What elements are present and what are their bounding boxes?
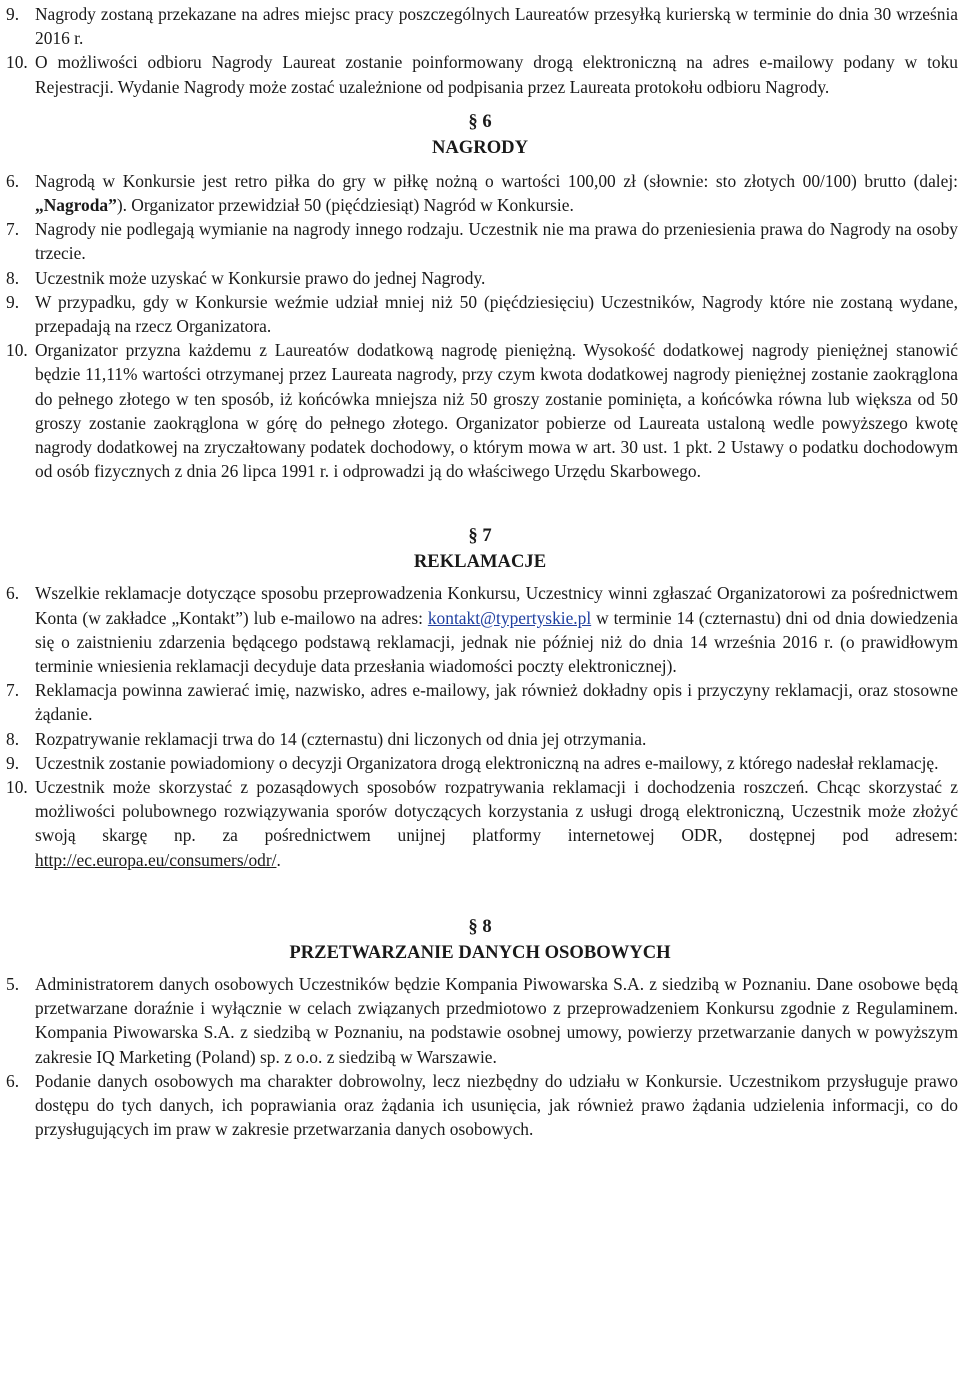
item-text-part: ). Organizator przewidział 50 (pięćdziesiąt) Nagród w Konkursie. xyxy=(116,195,574,216)
item-number: 6. xyxy=(6,170,20,191)
defined-term: „Nagroda” xyxy=(35,195,117,216)
item-text: O możliwości odbioru Nagrody Laureat zostanie poinformowany drogą elektroniczną na adres e-mailowy podany w toku Rejestracji. Wydanie Nagrody może zostać uzależnione od podpisania przez Laureata protokołu odbioru Nagrody. xyxy=(35,52,958,97)
section-title: NAGRODY xyxy=(431,136,529,158)
item-text: Uczestnik może uzyskać w Konkursie prawo do jednej Nagrody. xyxy=(35,267,486,288)
item-text: Podanie danych osobowych ma charakter dobrowolny, lecz niezbędny do udziału w Konkursie. Uczestnikom przysługuje prawo dostępu do tych danych, ich poprawiania oraz żądania ich usunięcia, jak również prawo żądania udzielenia informacji, co do przysługujących im praw w zakresie przetwarzania danych osobowych. xyxy=(35,1070,958,1140)
item-text: W przypadku, gdy w Konkursie weźmie udział mniej niż 50 (pięćdziesięciu) Uczestników, Nagrody które nie zostaną wydane, przepadają na rzecz Organizatora. xyxy=(35,291,958,337)
item-number: 9. xyxy=(6,291,20,312)
list-item xyxy=(0,266,960,290)
item-number: 10. xyxy=(6,340,28,361)
list-item xyxy=(0,581,960,678)
item-number: 10. xyxy=(6,52,28,73)
list-item xyxy=(0,972,960,1069)
list-item xyxy=(0,727,960,751)
list-item xyxy=(0,338,960,483)
odr-url-link[interactable]: http://ec.europa.eu/consumers/odr/ xyxy=(35,849,277,870)
item-text xyxy=(35,169,960,217)
list-item xyxy=(0,775,960,872)
item-text-part: Nagrodą w Konkursie jest retro piłka do gry w piłkę nożną o wartości 100,00 zł (słownie: sto złotych 00/100) brutto (dalej: xyxy=(35,170,958,191)
section-heading-7 xyxy=(0,523,960,575)
item-number: 6. xyxy=(6,583,20,604)
item-number: 5. xyxy=(6,973,20,994)
item-text-part: Wszelkie reklamacje dotyczące sposobu przeprowadzenia Konkursu, Uczestnicy winni zgłaszać Organizatorowi za pośrednictwem Konta (w zakładce „Kontakt”) lub e-mailowo na adres: xyxy=(35,583,958,628)
item-number: 9. xyxy=(6,4,20,24)
item-text: Organizator przyzna każdemu z Laureatów dodatkową nagrodę pieniężną. Wysokość dodatkowej nagrody pieniężnej stanowić będzie 11,11% wartości otrzymanej przez Laureata nagrody, przy czym kwota dodatkowej nagrody pieniężnej zostanie zaokrąglona do pełnego złotego w ten sposób, iż końcówka mniejsza niż 50 groszy zostanie pominięta, a końcówka równa lub większa od 50 groszy zostanie zaokrąglona w górę do pełnego złotego. Organizator pobierze od Laureata ustaloną wedle powyższego kwotę nagrody dodatkowej na zryczałtowany podatek dochodowy, o którym mowa w art. 30 ust. 1 pkt. 2 Ustawy o podatku dochodowym od osób fizycznych z dnia 26 lipca 1991 r. i odprowadzi ją do właściwego Urzędu Skarbowego. xyxy=(35,340,958,482)
list-item xyxy=(0,678,960,726)
item-text: Rozpatrywanie reklamacji trwa do 14 (czternastu) dni liczonych od dnia jej otrzymania. xyxy=(35,728,647,749)
item-text: Uczestnik zostanie powiadomiony o decyzji Organizatora drogą elektroniczną na adres e-mailowy, z którego nadesłał reklamację. xyxy=(35,752,939,773)
item-number: 6. xyxy=(6,1070,20,1091)
item-text xyxy=(35,775,960,872)
section-title: PRZETWARZANIE DANYCH OSOBOWYCH xyxy=(289,941,671,963)
item-text: Administratorem danych osobowych Uczestników będzie Kompania Piwowarska S.A. z siedzibą w Poznaniu. Dane osobowe będą przetwarzane doraźnie i wyłącznie w celach związanych przedmiotowo z przeprowadzeniem Konkursu zgodnie z Regulaminem. Kompania Piwowarska S.A. z siedzibą w Poznaniu, na podstawie osobnej umowy, powierzy przetwarzanie danych w powyższym zakresie IQ Marketing (Poland) sp. z o.o. z siedzibą w Warszawie. xyxy=(35,973,958,1067)
section-title: REKLAMACJE xyxy=(413,551,547,573)
list-item xyxy=(0,217,960,265)
list-item xyxy=(0,1069,960,1142)
item-number: 7. xyxy=(6,219,20,240)
item-text-part: w terminie 14 (czternastu) dni od dnia dowiedzenia się o zaistnieniu zdarzenia będącego podstawą reklamacji, jednak nie później niż do dnia 14 września 2016 r. (o prawidłowym terminie wniesienia reklamacji decyduje data przesłania wiadomości poczty elektronicznej). xyxy=(35,607,958,677)
section-number: § 7 xyxy=(468,525,492,547)
section-heading-6 xyxy=(0,109,960,161)
list-item xyxy=(0,50,960,98)
item-text: Nagrody zostaną przekazane na adres miejsc pracy poszczególnych Laureatów przesyłką kurierską w terminie do dnia 30 września 2016 r. xyxy=(35,4,958,49)
section-heading-8 xyxy=(0,914,960,966)
section-number: § 8 xyxy=(468,915,492,937)
item-text xyxy=(35,581,960,678)
item-number: 9. xyxy=(6,752,20,773)
list-item xyxy=(0,751,960,775)
item-number: 8. xyxy=(6,728,20,749)
item-number: 7. xyxy=(6,680,20,701)
item-number: 10. xyxy=(6,777,28,798)
item-text: Reklamacja powinna zawierać imię, nazwisko, adres e-mailowy, jak również dokładny opis i przyczyny reklamacji, oraz stosowne żądanie. xyxy=(35,680,958,725)
list-item xyxy=(0,290,960,338)
list-item xyxy=(0,169,960,217)
item-text: Nagrody nie podlegają wymianie na nagrody innego rodzaju. Uczestnik nie ma prawa do przeniesienia prawa do Nagrody na osoby trzecie. xyxy=(35,219,958,264)
section-number: § 6 xyxy=(468,110,492,132)
list-item xyxy=(0,2,960,50)
item-text-part: Uczestnik może skorzystać z pozasądowych sposobów rozpatrywania reklamacji i dochodzenia roszczeń. Chcąc skorzystać z możliwości polubownego rozwiązywania sporów dotyczących korzystania z usługi drogą elektroniczną, Uczestnik może złożyć swoją skargę np. za pośrednictwem unijnej platformy internetowej ODR, dostępnej pod adresem: xyxy=(35,777,958,846)
item-text-part: . xyxy=(276,849,281,870)
email-link[interactable]: kontakt@typertyskie.pl xyxy=(427,607,592,628)
item-number: 8. xyxy=(6,267,20,288)
